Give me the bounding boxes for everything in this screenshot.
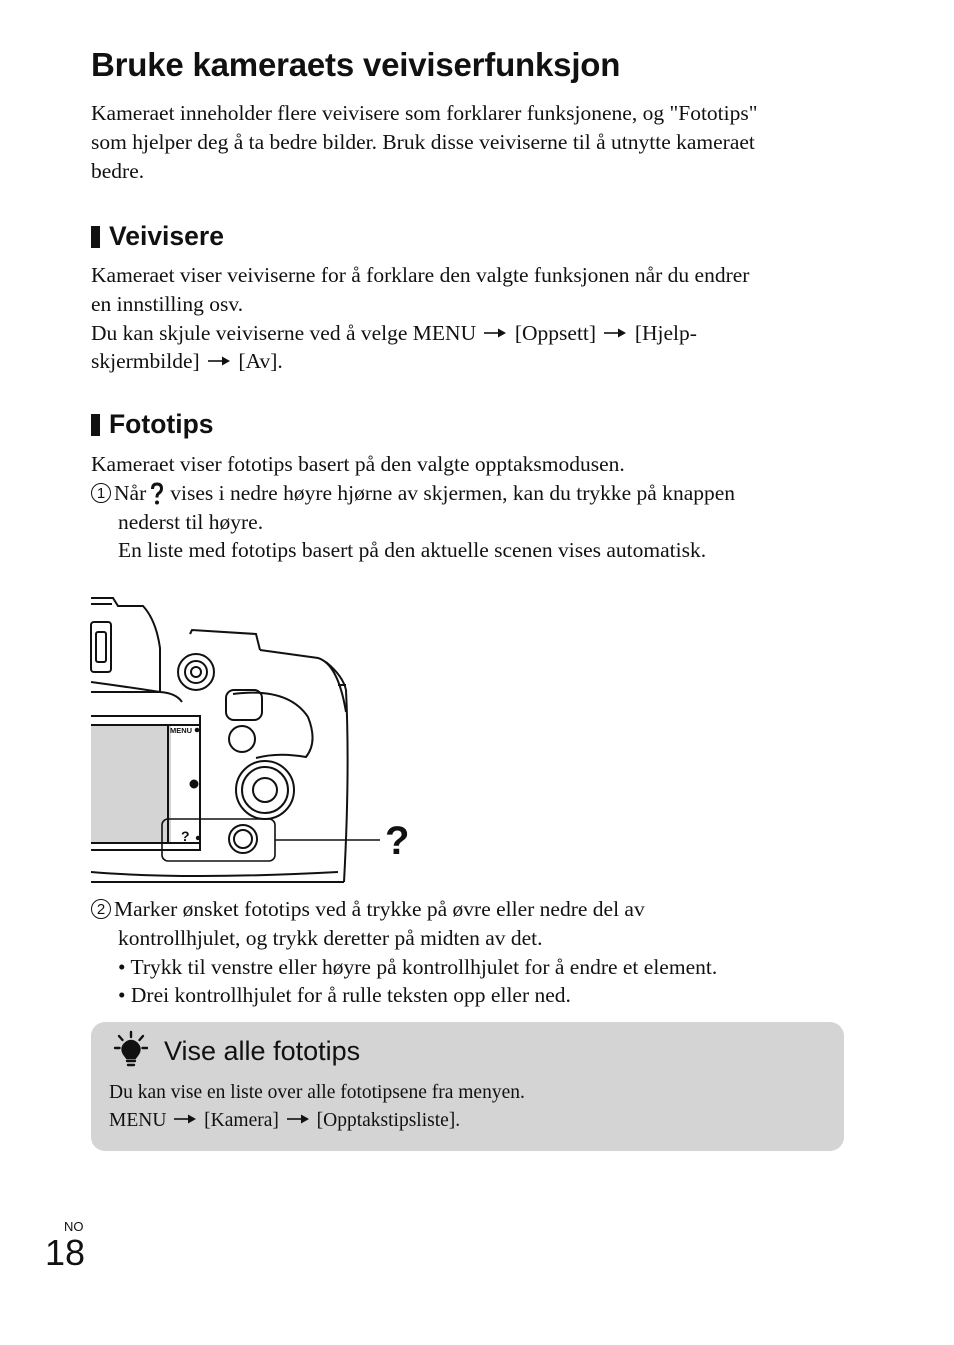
callout-question-mark: ? [385,819,410,863]
tip-title: Vise alle fototips [164,1036,361,1066]
question-mark-icon [150,482,164,506]
bullet-item: • Drei kontrollhjulet for å rulle teksten opp eller ned. [118,983,571,1008]
step-number: 2 [91,899,111,919]
step-number: 1 [91,483,111,503]
arrow-right-icon [603,327,627,339]
text-segment: vises i nedre høyre hjørne av skjermen, kan du trykke på knappen [170,480,736,505]
tip-line: Du kan vise en liste over alle fototipsene fra menyen. [109,1082,525,1103]
text-line: Kameraet viser veiviserne for å forklare den valgte funksjonen når du endrer [91,263,750,287]
arrow-right-icon [286,1113,310,1125]
text-segment: [Oppsett] [514,320,597,345]
section-heading-veivisere [91,221,224,252]
text-segment: MENU [109,1110,167,1131]
text-segment: [Hjelp- [634,320,697,345]
text-line: en innstilling osv. [91,291,244,316]
tip-menu-path [109,1107,460,1135]
intro-line: Kameraet inneholder flere veivisere som forklarer funksjonene, og "Fototips" [91,101,758,125]
text-segment: Når [114,480,147,505]
camera-illustration [88,592,418,888]
text-segment: Marker ønsket fototips ved å trykke på øvre eller nedre del av [114,897,645,921]
menu-path-line [91,347,851,376]
text-segment: Du kan skjule veiviserne ved å velge MENU [91,320,477,345]
text-line: Kameraet viser fototips basert på den valgte opptaksmodusen. [91,452,625,476]
section-heading-fototips [91,409,214,440]
step-1 [91,479,851,508]
heading-bar-icon [91,414,100,436]
text-segment: [Opptakstipsliste]. [316,1110,461,1131]
arrow-right-icon [207,355,231,367]
help-label: ? [181,828,190,844]
page-title: Bruke kameraets veiviserfunksjon [91,46,621,83]
text-segment: [Kamera] [204,1110,279,1131]
page-number: 18 [45,1232,86,1273]
step-2-paragraph [91,895,851,1010]
intro-line: som hjelper deg å ta bedre bilder. Bruk disse veiviserne til å utnytte kameraet [91,129,755,154]
veivisere-paragraph [91,261,851,376]
step-2 [91,895,851,924]
intro-paragraph [91,99,851,185]
text-line: En liste med fototips basert på den aktuelle scenen vises automatisk. [118,538,707,563]
intro-line: bedre. [91,158,145,183]
lightbulb-icon [113,1030,149,1070]
menu-label: MENU [170,726,193,735]
fototips-paragraph [91,450,851,565]
heading-bar-icon [91,226,100,248]
bullet-item: • Trykk til venstre eller høyre på kontrollhjulet for å endre et element. [118,954,718,979]
text-segment: [Av]. [238,349,283,374]
section-heading-text: Veivisere [109,221,224,251]
menu-path-line [91,319,851,348]
arrow-right-icon [173,1113,197,1125]
language-code: NO [64,1219,84,1234]
section-heading-text: Fototips [109,409,214,439]
arrow-right-icon [483,327,507,339]
text-line: nederst til høyre. [118,509,264,534]
text-segment: skjermbilde] [91,349,200,374]
text-line: kontrollhjulet, og trykk deretter på midten av det. [118,925,543,950]
